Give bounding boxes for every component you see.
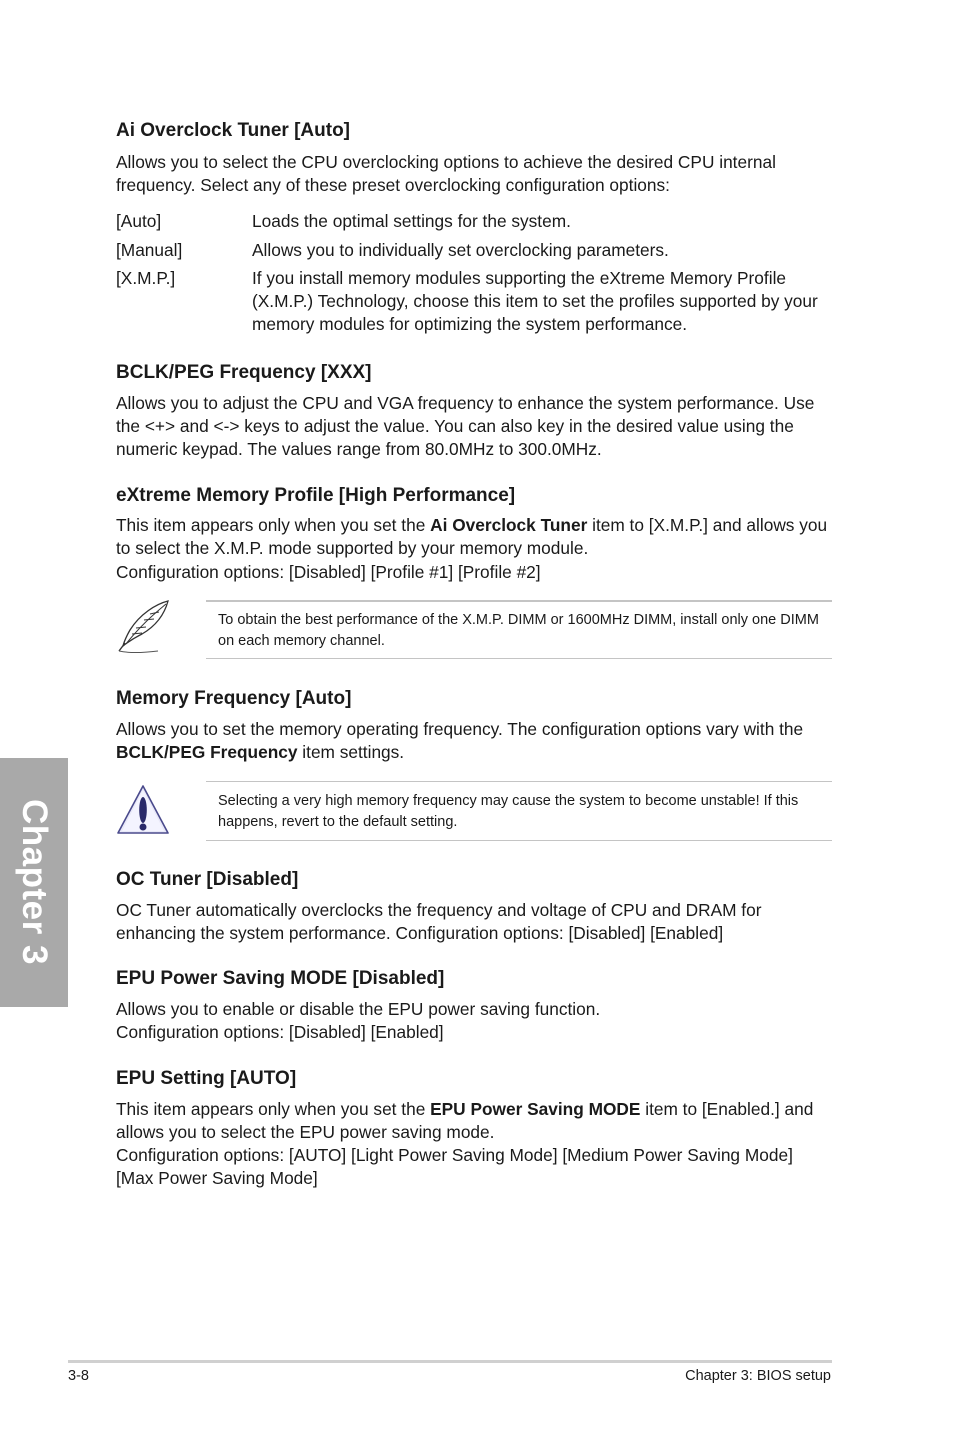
section-title-oc-tuner: OC Tuner [Disabled] — [116, 869, 299, 890]
section-desc-bclk-peg-frequency: Allows you to adjust the CPU and VGA frequency to enhance the system performance. Use the <+> and <-> keys to adjust the value. You can also key in the desired value using the numeric keypad. The values range from 80.0MHz to 300.0MHz. — [116, 393, 815, 459]
option-desc: Loads the optimal settings for the system. — [252, 211, 571, 231]
section-desc-epu-setting: This item appears only when you set the EPU Power Saving MODE item to [Enabled.] and allows you to select the EPU power saving mode. — [116, 1099, 814, 1142]
section-title-extreme-memory-profile: eXtreme Memory Profile [High Performance] — [116, 485, 516, 506]
section-desc-extreme-memory-profile: This item appears only when you set the Ai Overclock Tuner item to [X.M.P.] and allows you to select the X.M.P. mode supported by your memory module. — [116, 515, 828, 558]
section-desc-memory-frequency: Allows you to set the memory operating frequency. The configuration options vary with the BCLK/PEG Frequency item settings. — [116, 719, 804, 762]
config-options-epu-setting: Configuration options: [AUTO] [Light Power Saving Mode] [Medium Power Saving Mode] [Max Power Saving Mode] — [116, 1145, 793, 1188]
footer-chapter-title: Chapter 3: BIOS setup — [685, 1368, 831, 1384]
divider — [206, 600, 832, 602]
page-number: 3-8 — [68, 1368, 89, 1384]
chapter-tab — [0, 758, 68, 1007]
warning-text: Selecting a very high memory frequency may cause the system to become unstable! If this happens, revert to the default setting. — [218, 793, 799, 830]
option-key: [Auto] — [116, 211, 162, 231]
config-options-epu-power-saving-mode: Configuration options: [Disabled] [Enabled] — [116, 1022, 444, 1042]
section-title-bclk-peg-frequency: BCLK/PEG Frequency [XXX] — [116, 362, 372, 383]
section-title-epu-power-saving-mode: EPU Power Saving MODE [Disabled] — [116, 968, 445, 989]
bold-term: Ai Overclock Tuner — [430, 515, 588, 535]
config-options-extreme-memory-profile: Configuration options: [Disabled] [Profile #1] [Profile #2] — [116, 562, 541, 582]
divider — [206, 781, 832, 782]
divider — [206, 658, 832, 659]
bold-term: EPU Power Saving MODE — [430, 1099, 641, 1119]
section-desc-ai-overclock-tuner: Allows you to select the CPU overclocking options to achieve the desired CPU internal frequency. Select any of these preset overclocking configuration options: — [116, 152, 776, 195]
section-title-ai-overclock-tuner: Ai Overclock Tuner [Auto] — [116, 120, 351, 141]
option-desc: Allows you to individually set overclocking parameters. — [252, 240, 669, 260]
chapter-tab-label: Chapter 3 — [15, 799, 54, 965]
option-desc: If you install memory modules supporting the eXtreme Memory Profile (X.M.P.) Technology, choose this item to set the profiles supported by your memory modules for optimizing the system performance. — [252, 268, 818, 334]
section-title-epu-setting: EPU Setting [AUTO] — [116, 1068, 297, 1089]
section-desc-oc-tuner: OC Tuner automatically overclocks the frequency and voltage of CPU and DRAM for enhancing the system performance. Configuration options: [Disabled] [Enabled] — [116, 900, 762, 943]
warning-triangle-icon — [116, 781, 172, 837]
section-title-memory-frequency: Memory Frequency [Auto] — [116, 688, 352, 709]
divider — [206, 840, 832, 841]
warning-box — [116, 781, 832, 841]
option-key: [Manual] — [116, 240, 183, 260]
footer-divider — [68, 1360, 832, 1363]
note-text: To obtain the best performance of the X.M.P. DIMM or 1600MHz DIMM, install only one DIMM on each memory channel. — [218, 612, 819, 649]
bold-term: BCLK/PEG Frequency — [116, 742, 298, 762]
option-key: [X.M.P.] — [116, 268, 176, 288]
section-desc-epu-power-saving-mode: Allows you to enable or disable the EPU power saving function. — [116, 999, 601, 1019]
feather-pen-icon — [116, 600, 172, 656]
note-box — [116, 600, 832, 659]
